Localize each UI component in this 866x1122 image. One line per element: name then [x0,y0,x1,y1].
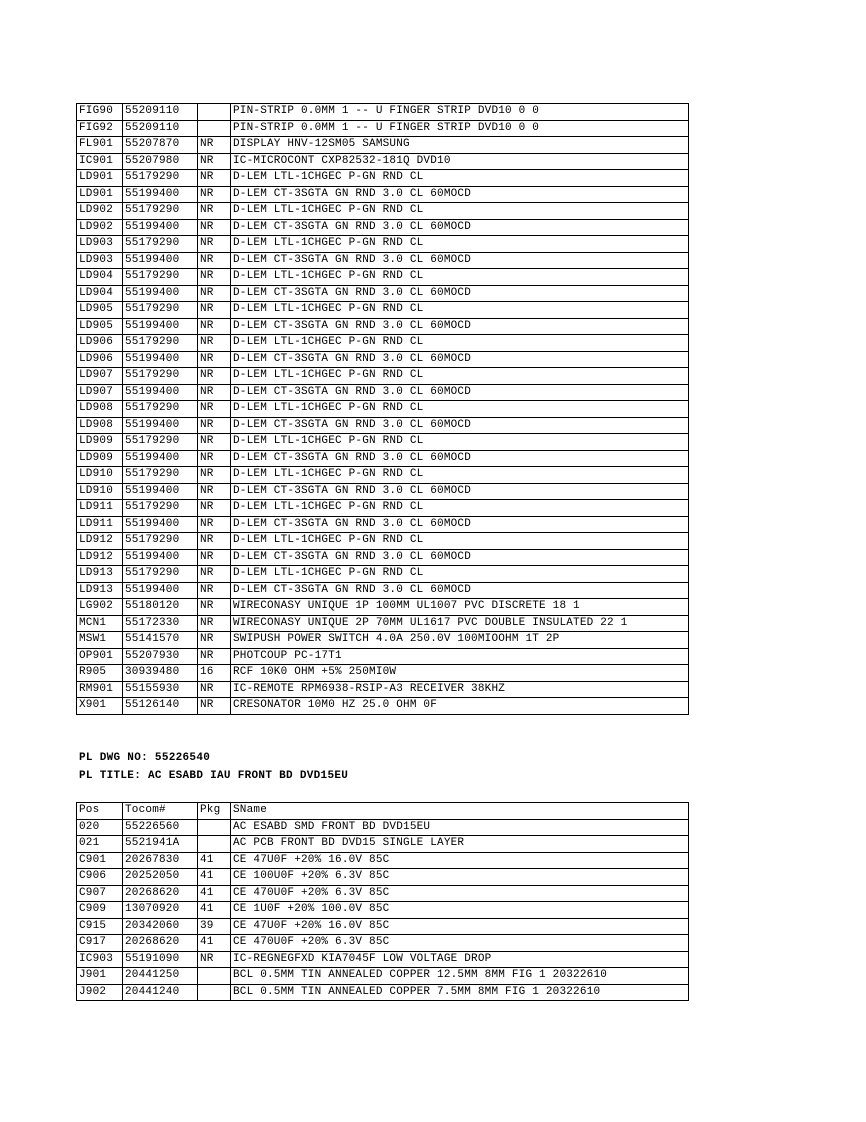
cell-pkg: NR [198,285,231,302]
cell-pkg [198,968,231,985]
cell-description: D-LEM LTL-1CHGEC P-GN RND CL [231,269,689,286]
cell-part-number: 55179290 [123,500,198,517]
cell-description: D-LEM LTL-1CHGEC P-GN RND CL [231,533,689,550]
cell-part-number: 20441250 [123,968,198,985]
cell-pkg: 39 [198,918,231,935]
cell-pkg [198,819,231,836]
cell-pkg: NR [198,648,231,665]
table-row [77,120,689,137]
table-row [77,302,689,319]
cell-description: D-LEM CT-3SGTA GN RND 3.0 CL 60MOCD [231,219,689,236]
cell-pos: LD902 [77,203,123,220]
cell-part-number: 55199400 [123,285,198,302]
cell-pkg: NR [198,582,231,599]
cell-pos: LD913 [77,582,123,599]
cell-pkg: 41 [198,935,231,952]
cell-pkg: NR [198,318,231,335]
table-row [77,467,689,484]
table-row [77,599,689,616]
cell-part-number: 55179290 [123,302,198,319]
cell-pos: C901 [77,852,123,869]
parts-list-body-2 [77,803,689,1001]
cell-description: D-LEM CT-3SGTA GN RND 3.0 CL 60MOCD [231,384,689,401]
cell-description: D-LEM CT-3SGTA GN RND 3.0 CL 60MOCD [231,516,689,533]
cell-part-number: 55199400 [123,186,198,203]
table-row [77,417,689,434]
cell-description: D-LEM LTL-1CHGEC P-GN RND CL [231,335,689,352]
cell-description: CE 470U0F +20% 6.3V 85C [231,885,689,902]
cell-pos: 020 [77,819,123,836]
cell-pos: LG902 [77,599,123,616]
cell-pkg: NR [198,153,231,170]
parts-list-table-1 [76,103,689,715]
table-row [77,819,689,836]
cell-pos: LD910 [77,467,123,484]
cell-part-number: 55179290 [123,566,198,583]
table-row [77,500,689,517]
table-row [77,137,689,154]
table-row [77,252,689,269]
cell-description: CE 47U0F +20% 16.0V 85C [231,852,689,869]
cell-pkg: NR [198,434,231,451]
cell-part-number: 55191090 [123,951,198,968]
table-row [77,203,689,220]
cell-pos: X901 [77,698,123,715]
table-row [77,368,689,385]
cell-part-number: 20441240 [123,984,198,1001]
cell-pkg: NR [198,951,231,968]
cell-pkg: NR [198,137,231,154]
cell-description: CE 100U0F +20% 6.3V 85C [231,869,689,886]
header-pkg: Pkg [198,803,231,820]
cell-part-number: 55199400 [123,219,198,236]
cell-pos: LD905 [77,302,123,319]
cell-part-number: 55209110 [123,104,198,121]
cell-description: D-LEM CT-3SGTA GN RND 3.0 CL 60MOCD [231,186,689,203]
cell-pkg: NR [198,632,231,649]
cell-description: D-LEM LTL-1CHGEC P-GN RND CL [231,170,689,187]
cell-description: PIN-STRIP 0.0MM 1 -- U FINGER STRIP DVD10 0 0 [231,104,689,121]
table-row [77,968,689,985]
cell-pkg: 41 [198,902,231,919]
cell-pkg: NR [198,401,231,418]
cell-part-number: 55209110 [123,120,198,137]
cell-pkg: NR [198,236,231,253]
cell-description: IC-REGNEGFXD KIA7045F LOW VOLTAGE DROP [231,951,689,968]
cell-pos: J901 [77,968,123,985]
cell-pos: C906 [77,869,123,886]
cell-pkg: NR [198,450,231,467]
cell-pkg: NR [198,681,231,698]
cell-pkg: NR [198,615,231,632]
cell-pkg: NR [198,302,231,319]
cell-description: D-LEM CT-3SGTA GN RND 3.0 CL 60MOCD [231,351,689,368]
cell-description: CE 470U0F +20% 6.3V 85C [231,935,689,952]
cell-part-number: 55199400 [123,549,198,566]
table-row [77,852,689,869]
cell-pkg: NR [198,599,231,616]
cell-pkg: NR [198,219,231,236]
cell-pkg: NR [198,698,231,715]
cell-description: D-LEM CT-3SGTA GN RND 3.0 CL 60MOCD [231,252,689,269]
cell-description: PIN-STRIP 0.0MM 1 -- U FINGER STRIP DVD10 0 0 [231,120,689,137]
cell-part-number: 30939480 [123,665,198,682]
cell-part-number: 55179290 [123,236,198,253]
table-row [77,984,689,1001]
table-row [77,285,689,302]
cell-pos: OP901 [77,648,123,665]
cell-description: AC ESABD SMD FRONT BD DVD15EU [231,819,689,836]
table-row [77,236,689,253]
table-row [77,869,689,886]
table-row [77,918,689,935]
cell-pkg: NR [198,549,231,566]
cell-pkg: 41 [198,852,231,869]
cell-part-number: 55180120 [123,599,198,616]
cell-pos: LD903 [77,236,123,253]
cell-description: WIRECONASY UNIQUE 1P 100MM UL1007 PVC DISCRETE 18 1 [231,599,689,616]
cell-pkg: NR [198,417,231,434]
cell-part-number: 5521941A [123,836,198,853]
cell-pos: C915 [77,918,123,935]
cell-description: D-LEM CT-3SGTA GN RND 3.0 CL 60MOCD [231,285,689,302]
cell-description: DISPLAY HNV-12SM05 SAMSUNG [231,137,689,154]
cell-description: D-LEM CT-3SGTA GN RND 3.0 CL 60MOCD [231,318,689,335]
cell-description: D-LEM LTL-1CHGEC P-GN RND CL [231,236,689,253]
table-row [77,335,689,352]
cell-pkg: 41 [198,869,231,886]
table-row [77,665,689,682]
header-tocom: Tocom# [123,803,198,820]
cell-part-number: 55199400 [123,516,198,533]
cell-pos: LD909 [77,450,123,467]
table-row [77,566,689,583]
table-row [77,885,689,902]
table-row [77,951,689,968]
cell-description: BCL 0.5MM TIN ANNEALED COPPER 12.5MM 8MM FIG 1 20322610 [231,968,689,985]
cell-part-number: 20268620 [123,885,198,902]
cell-part-number: 20252050 [123,869,198,886]
cell-part-number: 55179290 [123,170,198,187]
cell-description: AC PCB FRONT BD DVD15 SINGLE LAYER [231,836,689,853]
cell-pkg: NR [198,368,231,385]
cell-pos: FL901 [77,137,123,154]
cell-pkg: NR [198,351,231,368]
table-row [77,648,689,665]
table-row [77,935,689,952]
table-row [77,153,689,170]
cell-pos: FIG92 [77,120,123,137]
cell-pos: LD906 [77,351,123,368]
cell-pkg: NR [198,483,231,500]
cell-pkg [198,104,231,121]
cell-pos: LD902 [77,219,123,236]
cell-part-number: 55179290 [123,467,198,484]
table-row [77,450,689,467]
cell-description: D-LEM LTL-1CHGEC P-GN RND CL [231,302,689,319]
cell-pos: LD908 [77,417,123,434]
cell-description: PHOTCOUP PC-17T1 [231,648,689,665]
cell-pos: LD911 [77,516,123,533]
cell-pos: IC901 [77,153,123,170]
cell-pos: 021 [77,836,123,853]
cell-pos: LD904 [77,269,123,286]
cell-pkg [198,984,231,1001]
cell-pos: MCN1 [77,615,123,632]
cell-description: D-LEM CT-3SGTA GN RND 3.0 CL 60MOCD [231,417,689,434]
table-row [77,384,689,401]
cell-pos: LD905 [77,318,123,335]
cell-pos: IC903 [77,951,123,968]
cell-part-number: 55199400 [123,450,198,467]
cell-pos: J902 [77,984,123,1001]
parts-list-table-2 [76,802,689,1001]
table-row [77,549,689,566]
header-sname: SName [231,803,689,820]
cell-description: IC-REMOTE RPM6938-RSIP-A3 RECEIVER 38KHZ [231,681,689,698]
cell-pos: LD903 [77,252,123,269]
pl-title: PL TITLE: AC ESABD IAU FRONT BD DVD15EU [79,770,349,782]
cell-pos: LD901 [77,170,123,187]
cell-description: D-LEM LTL-1CHGEC P-GN RND CL [231,566,689,583]
table-row [77,902,689,919]
cell-part-number: 55172330 [123,615,198,632]
table-row [77,516,689,533]
cell-pkg: NR [198,186,231,203]
cell-pkg: NR [198,566,231,583]
cell-part-number: 55155930 [123,681,198,698]
cell-pkg: NR [198,467,231,484]
cell-part-number: 55126140 [123,698,198,715]
cell-pkg: NR [198,203,231,220]
table-header-row [77,803,689,820]
table-row [77,582,689,599]
table-row [77,615,689,632]
table-row [77,186,689,203]
cell-part-number: 20342060 [123,918,198,935]
cell-part-number: 55179290 [123,434,198,451]
table-row [77,170,689,187]
cell-description: BCL 0.5MM TIN ANNEALED COPPER 7.5MM 8MM FIG 1 20322610 [231,984,689,1001]
cell-pkg: NR [198,516,231,533]
pl-drawing-number: PL DWG NO: 55226540 [79,752,211,764]
cell-pos: C907 [77,885,123,902]
cell-pos: LD908 [77,401,123,418]
cell-pos: LD904 [77,285,123,302]
cell-description: WIRECONASY UNIQUE 2P 70MM UL1617 PVC DOUBLE INSULATED 22 1 [231,615,689,632]
cell-part-number: 55199400 [123,252,198,269]
cell-description: IC-MICROCONT CXP82532-181Q DVD10 [231,153,689,170]
cell-pkg: NR [198,500,231,517]
cell-part-number: 55141570 [123,632,198,649]
cell-description: D-LEM LTL-1CHGEC P-GN RND CL [231,467,689,484]
cell-pkg: 41 [198,885,231,902]
cell-part-number: 55199400 [123,582,198,599]
cell-pkg: NR [198,269,231,286]
cell-pos: LD907 [77,384,123,401]
parts-list-body-1 [77,104,689,715]
cell-pos: LD901 [77,186,123,203]
table-row [77,483,689,500]
cell-description: SWIPUSH POWER SWITCH 4.0A 250.0V 100MIOOHM 1T 2P [231,632,689,649]
table-row [77,836,689,853]
table-row [77,632,689,649]
cell-pos: LD913 [77,566,123,583]
cell-description: D-LEM LTL-1CHGEC P-GN RND CL [231,203,689,220]
header-pos: Pos [77,803,123,820]
cell-description: RCF 10K0 OHM +5% 250MI0W [231,665,689,682]
cell-pkg: NR [198,335,231,352]
cell-pos: R905 [77,665,123,682]
table-row [77,401,689,418]
table-row [77,698,689,715]
cell-pos: RM901 [77,681,123,698]
cell-pos: LD911 [77,500,123,517]
cell-pkg: NR [198,533,231,550]
cell-description: CE 1U0F +20% 100.0V 85C [231,902,689,919]
table-row [77,104,689,121]
cell-part-number: 55179290 [123,203,198,220]
cell-pos: LD907 [77,368,123,385]
cell-part-number: 55179290 [123,368,198,385]
cell-part-number: 13070920 [123,902,198,919]
cell-pkg: 16 [198,665,231,682]
cell-pkg [198,836,231,853]
cell-description: D-LEM LTL-1CHGEC P-GN RND CL [231,434,689,451]
cell-part-number: 20267830 [123,852,198,869]
cell-pos: FIG90 [77,104,123,121]
table-row [77,434,689,451]
cell-part-number: 55179290 [123,533,198,550]
cell-description: D-LEM CT-3SGTA GN RND 3.0 CL 60MOCD [231,450,689,467]
table-row [77,681,689,698]
cell-description: CE 47U0F +20% 16.0V 85C [231,918,689,935]
cell-pos: MSW1 [77,632,123,649]
table-row [77,533,689,550]
cell-part-number: 55207930 [123,648,198,665]
cell-description: D-LEM CT-3SGTA GN RND 3.0 CL 60MOCD [231,483,689,500]
cell-description: D-LEM CT-3SGTA GN RND 3.0 CL 60MOCD [231,549,689,566]
cell-part-number: 55199400 [123,351,198,368]
cell-pkg: NR [198,252,231,269]
cell-pkg [198,120,231,137]
cell-part-number: 55179290 [123,401,198,418]
cell-pos: C909 [77,902,123,919]
cell-description: D-LEM CT-3SGTA GN RND 3.0 CL 60MOCD [231,582,689,599]
cell-part-number: 55179290 [123,335,198,352]
cell-pkg: NR [198,170,231,187]
cell-part-number: 55207980 [123,153,198,170]
cell-description: CRESONATOR 10M0 HZ 25.0 OHM 0F [231,698,689,715]
cell-description: D-LEM LTL-1CHGEC P-GN RND CL [231,500,689,517]
table-row [77,318,689,335]
cell-pos: LD912 [77,533,123,550]
cell-description: D-LEM LTL-1CHGEC P-GN RND CL [231,368,689,385]
cell-pos: LD906 [77,335,123,352]
cell-pos: C917 [77,935,123,952]
cell-pos: LD909 [77,434,123,451]
cell-part-number: 55199400 [123,384,198,401]
cell-part-number: 55207870 [123,137,198,154]
cell-description: D-LEM LTL-1CHGEC P-GN RND CL [231,401,689,418]
cell-part-number: 55199400 [123,417,198,434]
cell-part-number: 20268620 [123,935,198,952]
table-row [77,351,689,368]
cell-part-number: 55226560 [123,819,198,836]
cell-pos: LD912 [77,549,123,566]
cell-part-number: 55179290 [123,269,198,286]
cell-pos: LD910 [77,483,123,500]
cell-part-number: 55199400 [123,483,198,500]
cell-pkg: NR [198,384,231,401]
table-row [77,219,689,236]
table-row [77,269,689,286]
cell-part-number: 55199400 [123,318,198,335]
